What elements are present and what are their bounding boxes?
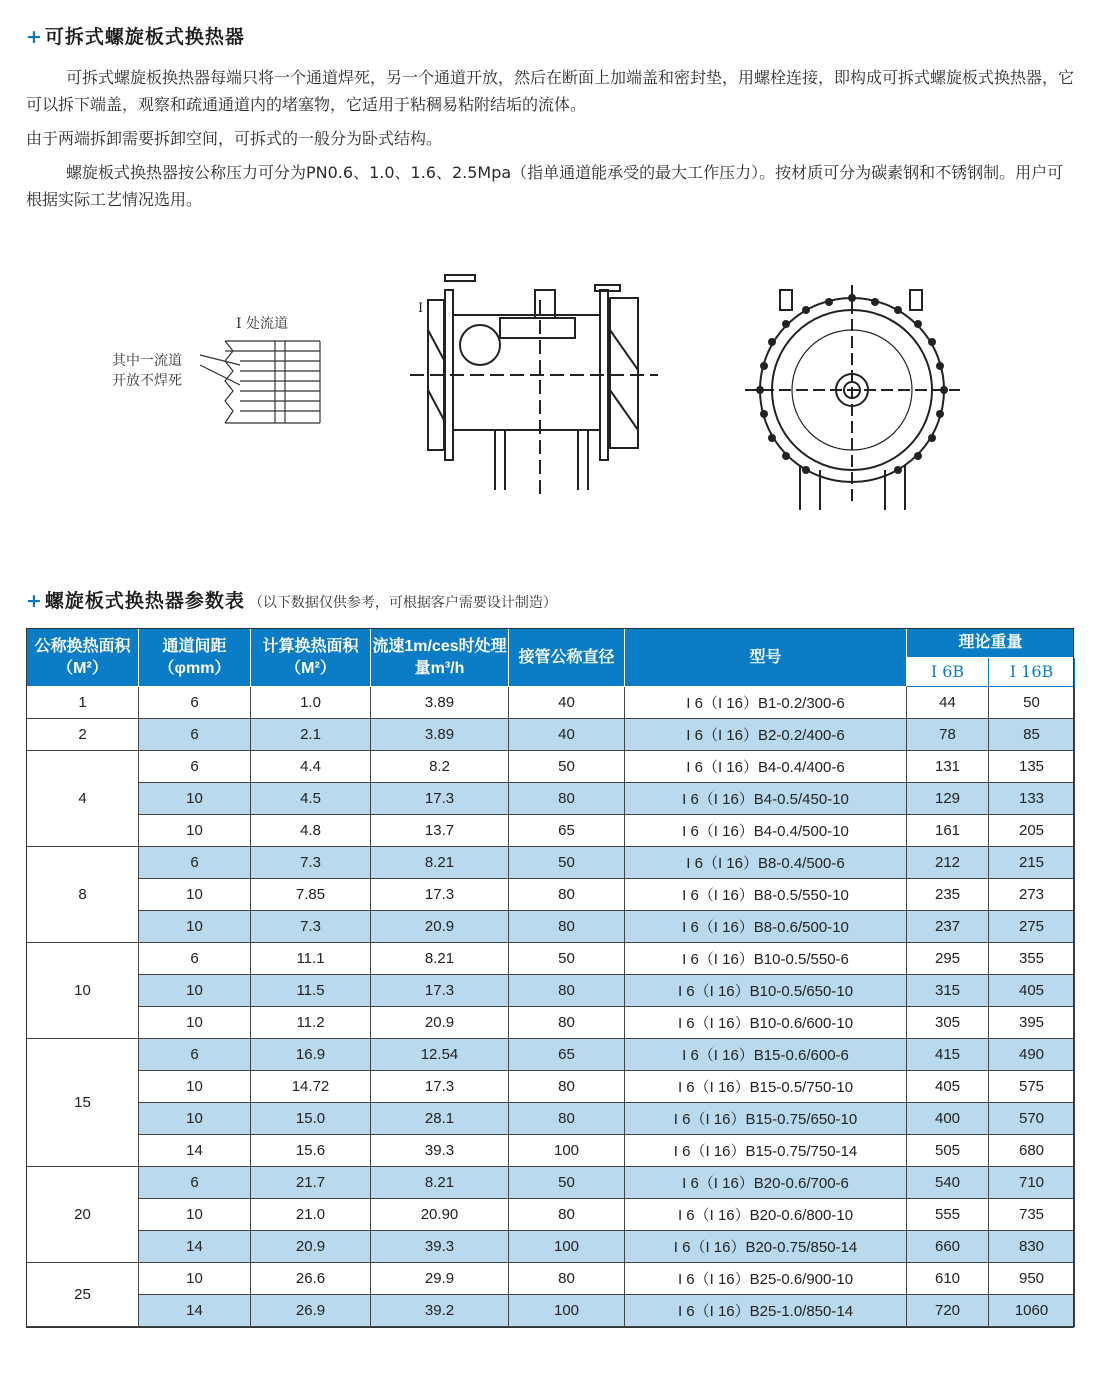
table-note: （以下数据仅供参考，可根据客户需要设计制造）	[248, 595, 557, 611]
cell-model: I 6（I 16）B25-0.6/900-10	[625, 1263, 907, 1295]
cell-spacing: 10	[139, 975, 251, 1007]
cell-weight-16b: 355	[989, 943, 1075, 975]
cell-calc-area: 26.6	[251, 1263, 371, 1295]
cell-flow: 8.21	[371, 943, 509, 975]
cell-weight-16b: 950	[989, 1263, 1075, 1295]
paragraph-structure: 由于两端拆卸需要拆卸空间，可拆式的一般分为卧式结构。	[26, 129, 443, 148]
cell-weight-16b: 205	[989, 815, 1075, 847]
table-row	[27, 1135, 1075, 1167]
header-model: 型号	[625, 629, 907, 687]
cell-pipe: 80	[509, 975, 625, 1007]
cell-model: I 6（I 16）B8-0.4/500-6	[625, 847, 907, 879]
cell-spacing: 14	[139, 1135, 251, 1167]
cell-spacing: 10	[139, 1199, 251, 1231]
cell-flow: 12.54	[371, 1039, 509, 1071]
cell-spacing: 6	[139, 751, 251, 783]
table-title-text: 螺旋板式换热器参数表	[44, 590, 245, 612]
cell-calc-area: 21.0	[251, 1199, 371, 1231]
header-weight-6b: I 6B	[907, 658, 989, 687]
cell-model: I 6（I 16）B15-0.75/650-10	[625, 1103, 907, 1135]
cell-flow: 39.3	[371, 1231, 509, 1263]
label-open-channel-2: 开放不焊死	[112, 373, 182, 389]
table-row	[27, 1231, 1075, 1263]
cell-flow: 8.21	[371, 1167, 509, 1199]
label-channel: I 处流道	[236, 316, 288, 332]
table-row	[27, 1103, 1075, 1135]
cell-spacing: 10	[139, 1103, 251, 1135]
cell-model: I 6（I 16）B10-0.5/650-10	[625, 975, 907, 1007]
table-row	[27, 943, 1075, 975]
cell-spacing: 10	[139, 1263, 251, 1295]
cell-weight-16b: 710	[989, 1167, 1075, 1199]
cell-spacing: 6	[139, 847, 251, 879]
cell-weight-16b: 830	[989, 1231, 1075, 1263]
cell-pipe: 80	[509, 1007, 625, 1039]
cell-calc-area: 7.3	[251, 847, 371, 879]
cell-flow: 20.9	[371, 911, 509, 943]
header-flow: 流速1m/ces时处理量m³/h	[371, 629, 509, 687]
cell-pipe: 50	[509, 943, 625, 975]
cell-flow: 17.3	[371, 975, 509, 1007]
cell-weight-16b: 273	[989, 879, 1075, 911]
cell-pipe: 65	[509, 815, 625, 847]
cell-model: I 6（I 16）B1-0.2/300-6	[625, 687, 907, 719]
cell-weight-16b: 680	[989, 1135, 1075, 1167]
cell-pipe: 40	[509, 719, 625, 751]
cell-weight-6b: 235	[907, 879, 989, 911]
cell-spacing: 6	[139, 1039, 251, 1071]
cell-flow: 20.9	[371, 1007, 509, 1039]
cell-weight-6b: 161	[907, 815, 989, 847]
cell-pipe: 100	[509, 1295, 625, 1327]
cell-weight-6b: 212	[907, 847, 989, 879]
cell-spacing: 6	[139, 687, 251, 719]
cell-model: I 6（I 16）B4-0.4/400-6	[625, 751, 907, 783]
label-i: I	[418, 301, 424, 316]
cell-weight-16b: 570	[989, 1103, 1075, 1135]
table-row	[27, 1071, 1075, 1103]
header-calc-area: 计算换热面积（M²）	[251, 629, 371, 687]
cell-pipe: 80	[509, 783, 625, 815]
cell-weight-16b: 133	[989, 783, 1075, 815]
cell-area: 8	[27, 847, 139, 943]
cell-spacing: 10	[139, 815, 251, 847]
cell-calc-area: 16.9	[251, 1039, 371, 1071]
diagram-area	[0, 250, 1104, 525]
cell-weight-16b: 575	[989, 1071, 1075, 1103]
cell-area: 1	[27, 687, 139, 719]
spec-table	[26, 628, 1075, 1327]
cell-flow: 3.89	[371, 687, 509, 719]
cell-weight-16b: 85	[989, 719, 1075, 751]
cell-weight-16b: 490	[989, 1039, 1075, 1071]
cell-weight-6b: 555	[907, 1199, 989, 1231]
cell-weight-6b: 78	[907, 719, 989, 751]
cell-spacing: 10	[139, 783, 251, 815]
cell-pipe: 80	[509, 1199, 625, 1231]
cell-calc-area: 11.2	[251, 1007, 371, 1039]
cell-flow: 29.9	[371, 1263, 509, 1295]
cell-weight-16b: 395	[989, 1007, 1075, 1039]
end-view-diagram	[740, 280, 970, 510]
table-row	[27, 783, 1075, 815]
section-title-text: 可拆式螺旋板式换热器	[44, 26, 245, 48]
cell-weight-16b: 215	[989, 847, 1075, 879]
cell-flow: 17.3	[371, 879, 509, 911]
table-row	[27, 815, 1075, 847]
cell-calc-area: 15.0	[251, 1103, 371, 1135]
table-row	[27, 975, 1075, 1007]
cell-area: 4	[27, 751, 139, 847]
cell-pipe: 80	[509, 911, 625, 943]
cell-flow: 20.90	[371, 1199, 509, 1231]
section-title-removable	[26, 22, 245, 49]
channel-detail-diagram	[195, 335, 335, 435]
cell-pipe: 100	[509, 1135, 625, 1167]
cell-model: I 6（I 16）B15-0.75/750-14	[625, 1135, 907, 1167]
cell-weight-6b: 315	[907, 975, 989, 1007]
cell-spacing: 10	[139, 1007, 251, 1039]
cell-spacing: 14	[139, 1231, 251, 1263]
cell-weight-16b: 735	[989, 1199, 1075, 1231]
cell-calc-area: 20.9	[251, 1231, 371, 1263]
cell-area: 15	[27, 1039, 139, 1167]
cell-calc-area: 4.4	[251, 751, 371, 783]
cell-calc-area: 26.9	[251, 1295, 371, 1327]
plus-icon: +	[26, 590, 43, 612]
cell-weight-6b: 610	[907, 1263, 989, 1295]
cell-flow: 39.3	[371, 1135, 509, 1167]
label-open-channel-1: 其中一流道	[112, 353, 182, 369]
cell-weight-16b: 50	[989, 687, 1075, 719]
plus-icon: +	[26, 26, 43, 48]
cell-spacing: 6	[139, 719, 251, 751]
cell-calc-area: 4.8	[251, 815, 371, 847]
cell-area: 2	[27, 719, 139, 751]
cell-weight-6b: 540	[907, 1167, 989, 1199]
table-row	[27, 1007, 1075, 1039]
cell-spacing: 14	[139, 1295, 251, 1327]
cell-weight-6b: 505	[907, 1135, 989, 1167]
cell-flow: 13.7	[371, 815, 509, 847]
table-row	[27, 719, 1075, 751]
cell-spacing: 10	[139, 911, 251, 943]
cell-weight-6b: 305	[907, 1007, 989, 1039]
cell-weight-16b: 135	[989, 751, 1075, 783]
cell-calc-area: 11.5	[251, 975, 371, 1007]
header-weight-16b: I 16B	[989, 658, 1075, 687]
cell-flow: 8.21	[371, 847, 509, 879]
paragraph-pressure: 螺旋板式换热器按公称压力可分为PN0.6、1.0、1.6、2.5Mpa（指单通道能承受的最大工作压力）。按材质可分为碳素钢和不锈钢制。用户可根据实际工艺情况选用。	[26, 163, 1064, 209]
cell-flow: 8.2	[371, 751, 509, 783]
cell-calc-area: 21.7	[251, 1167, 371, 1199]
cell-pipe: 50	[509, 1167, 625, 1199]
cell-area: 20	[27, 1167, 139, 1263]
table-row	[27, 751, 1075, 783]
cell-pipe: 80	[509, 1071, 625, 1103]
cell-pipe: 65	[509, 1039, 625, 1071]
cell-flow: 3.89	[371, 719, 509, 751]
table-row	[27, 879, 1075, 911]
cell-model: I 6（I 16）B10-0.5/550-6	[625, 943, 907, 975]
cell-flow: 28.1	[371, 1103, 509, 1135]
side-view-diagram	[400, 270, 665, 515]
cell-model: I 6（I 16）B20-0.75/850-14	[625, 1231, 907, 1263]
cell-weight-6b: 237	[907, 911, 989, 943]
cell-calc-area: 15.6	[251, 1135, 371, 1167]
cell-calc-area: 11.1	[251, 943, 371, 975]
cell-weight-6b: 660	[907, 1231, 989, 1263]
header-spacing: 通道间距（φmm）	[139, 629, 251, 687]
table-row	[27, 1039, 1075, 1071]
table-row	[27, 1199, 1075, 1231]
cell-model: I 6（I 16）B8-0.6/500-10	[625, 911, 907, 943]
header-pipe: 接管公称直径	[509, 629, 625, 687]
paragraph-intro: 可拆式螺旋板换热器每端只将一个通道焊死，另一个通道开放，然后在断面上加端盖和密封垫，用螺栓连接，即构成可拆式螺旋板式换热器，它可以拆下端盖，观察和疏通通道内的堵塞物，它适用于粘稠易粘附结垢的流体。	[26, 68, 1075, 114]
cell-weight-16b: 405	[989, 975, 1075, 1007]
table-body	[27, 687, 1075, 1327]
cell-weight-16b: 1060	[989, 1295, 1075, 1327]
cell-weight-6b: 405	[907, 1071, 989, 1103]
cell-flow: 39.2	[371, 1295, 509, 1327]
table-row	[27, 911, 1075, 943]
cell-calc-area: 4.5	[251, 783, 371, 815]
cell-area: 10	[27, 943, 139, 1039]
table-row	[27, 847, 1075, 879]
cell-model: I 6（I 16）B15-0.6/600-6	[625, 1039, 907, 1071]
cell-pipe: 80	[509, 1103, 625, 1135]
header-area: 公称换热面积（M²）	[27, 629, 139, 687]
cell-calc-area: 14.72	[251, 1071, 371, 1103]
cell-model: I 6（I 16）B2-0.2/400-6	[625, 719, 907, 751]
cell-model: I 6（I 16）B15-0.5/750-10	[625, 1071, 907, 1103]
cell-flow: 17.3	[371, 1071, 509, 1103]
cell-calc-area: 7.3	[251, 911, 371, 943]
table-row	[27, 687, 1075, 719]
cell-pipe: 40	[509, 687, 625, 719]
cell-weight-6b: 415	[907, 1039, 989, 1071]
cell-spacing: 6	[139, 1167, 251, 1199]
cell-weight-6b: 129	[907, 783, 989, 815]
cell-area: 25	[27, 1263, 139, 1327]
cell-model: I 6（I 16）B20-0.6/700-6	[625, 1167, 907, 1199]
cell-model: I 6（I 16）B25-1.0/850-14	[625, 1295, 907, 1327]
cell-weight-6b: 131	[907, 751, 989, 783]
cell-model: I 6（I 16）B20-0.6/800-10	[625, 1199, 907, 1231]
cell-weight-6b: 400	[907, 1103, 989, 1135]
cell-pipe: 100	[509, 1231, 625, 1263]
cell-spacing: 6	[139, 943, 251, 975]
header-weight: 理论重量	[907, 629, 1075, 658]
table-row	[27, 1263, 1075, 1295]
cell-pipe: 80	[509, 879, 625, 911]
table-row	[27, 1295, 1075, 1327]
table-row	[27, 1167, 1075, 1199]
cell-model: I 6（I 16）B4-0.5/450-10	[625, 783, 907, 815]
section-title-table	[26, 586, 557, 613]
cell-model: I 6（I 16）B10-0.6/600-10	[625, 1007, 907, 1039]
cell-model: I 6（I 16）B8-0.5/550-10	[625, 879, 907, 911]
cell-weight-16b: 275	[989, 911, 1075, 943]
cell-calc-area: 1.0	[251, 687, 371, 719]
cell-weight-6b: 720	[907, 1295, 989, 1327]
cell-pipe: 50	[509, 751, 625, 783]
cell-weight-6b: 44	[907, 687, 989, 719]
cell-spacing: 10	[139, 1071, 251, 1103]
cell-model: I 6（I 16）B4-0.4/500-10	[625, 815, 907, 847]
cell-calc-area: 2.1	[251, 719, 371, 751]
cell-pipe: 80	[509, 1263, 625, 1295]
cell-calc-area: 7.85	[251, 879, 371, 911]
cell-weight-6b: 295	[907, 943, 989, 975]
cell-flow: 17.3	[371, 783, 509, 815]
cell-pipe: 50	[509, 847, 625, 879]
cell-spacing: 10	[139, 879, 251, 911]
